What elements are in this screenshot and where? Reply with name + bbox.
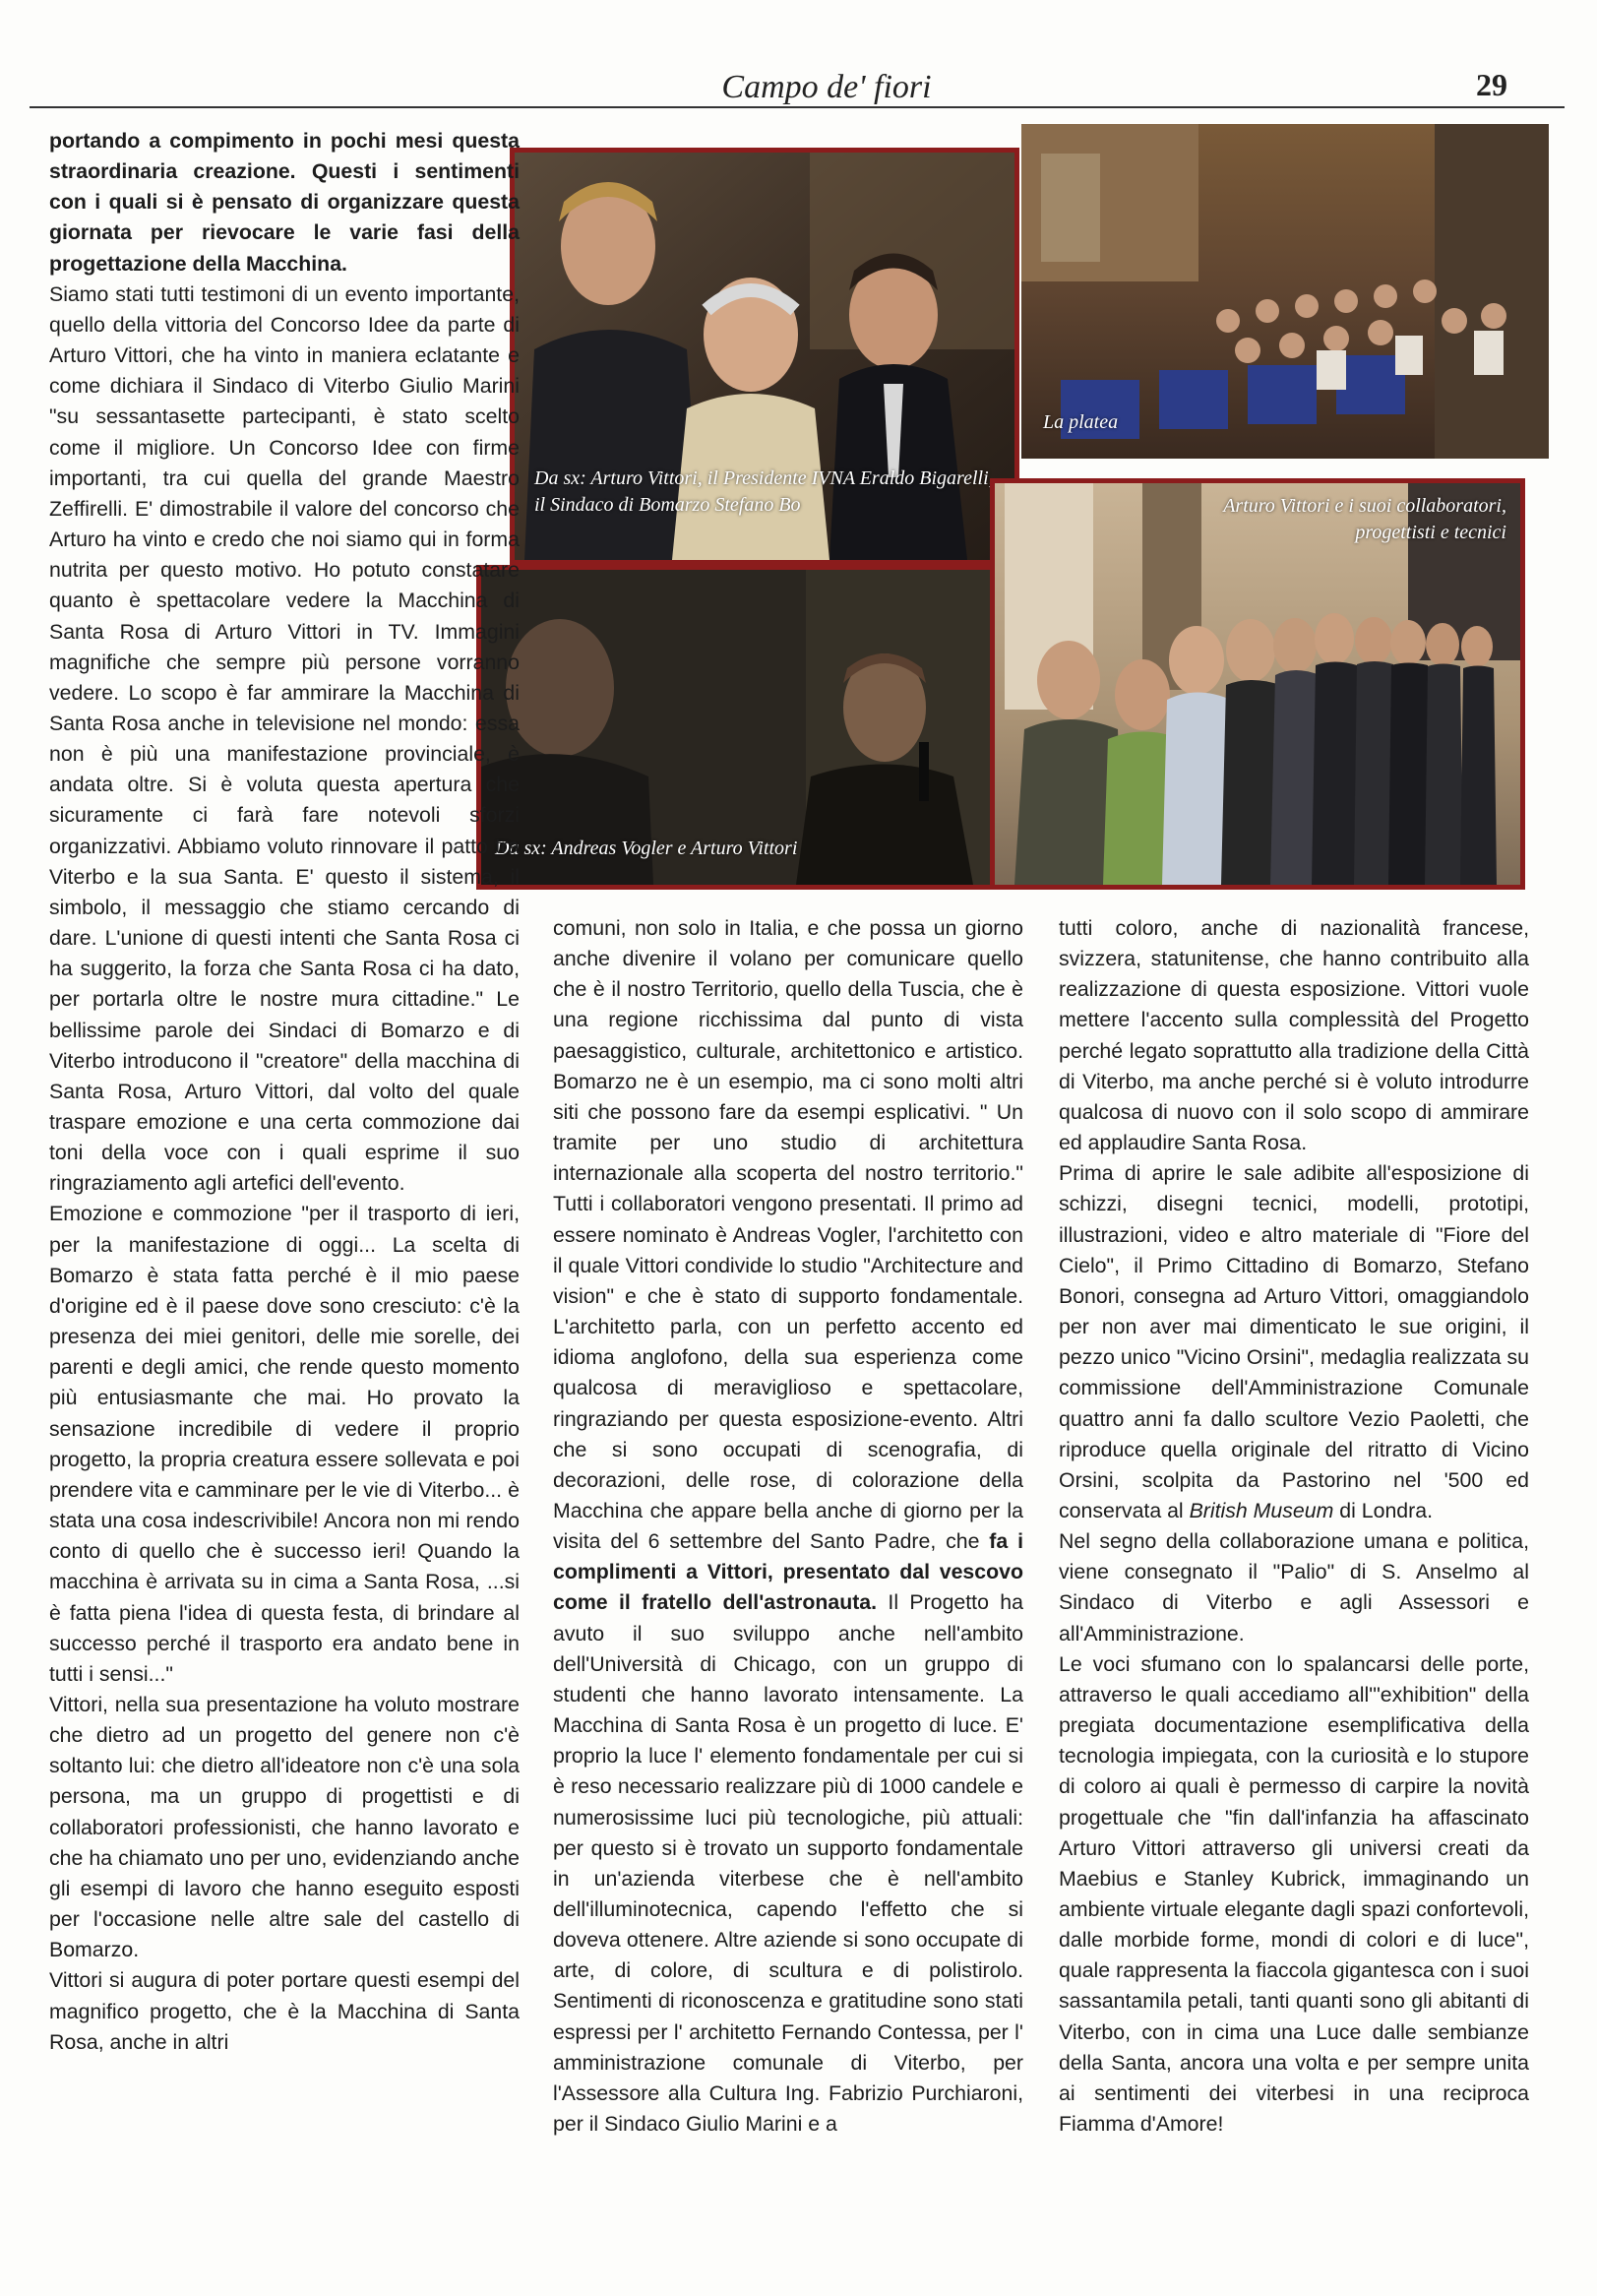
article-highlight: fa i complimenti a Vittori, presentato dal vescovo come il fratello dell'astronauta. (553, 1529, 1023, 1615)
page-number: 29 (1476, 67, 1507, 102)
photo-audience (1021, 124, 1549, 459)
article-paragraph: Le voci sfumano con lo spalancarsi delle porte, attraverso le quali accediamo all'"exhibition" della pregiata documentazione esemplificativa della tecnologia impiegata, con la curiosità e lo stupore di coloro ai quali è permesso di carpire la novità progettuale che "fin dall'infanzia ha affascinato Arturo Vittori attraverso gli universi creati da Maebius e Stanley Kubrick, immaginando un ambiente virtuale elegante dagli spazi confortevoli, dalle morbide forme, mondi di colori e di luce", quale rappresenta la fiaccola gigantesca con i suoi sassantamila petali, tanti quanti sono gli abitanti di Viterbo, con in cima una Luce dalle sembianze della Santa, ancora una volta e per sempre unita ai sentimenti dei viterbesi in una reciproca Fiamma d'Amore! (1059, 1651, 1529, 2137)
article-paragraph: Siamo stati tutti testimoni di un evento importante, quello della vittoria del Concorso Idee da parte di Arturo Vittori, che ha vinto in maniera eclatante e come dichiara il Sindaco di Viterbo Giulio Marini "su sessantasette partecipanti, è stato scelto come il migliore. Un Concorso Idee con firme importanti, tra cui quella del grande Maestro Zeffirelli. E' dimostrabile il valore del concorso che Arturo ha vinto e credo che noi siamo qui in forma nutrita per questo motivo. Ho potuto constatare quanto è spettacolare vedere la Macchina di Santa Rosa di Arturo Vittori in TV. Immagini magnifiche che sempre più persone vorranno vedere. Lo scopo è far ammirare la Macchina di Santa Rosa anche in televisione nel mondo: essa non è più una manifestazione provinciale, è andata oltre. Si è voluta questa apertura che sicuramente ci farà fare notevoli sforzi organizzativi. Abbiamo voluto rinnovare il patto tra Viterbo e la sua Santa. E' questo il sistema, il simbolo, il messaggio che stiamo cercando di dare. L'unione di questi intenti che Santa Rosa ci ha suggerito, la forza che Santa Rosa ci ha dato, per portarla oltre le nostre mura cittadine." Le bellissime parole dei Sindaci di Bomarzo e di Viterbo introducono il "creatore" della macchina di Santa Rosa, Arturo Vittori, dal volto del quale traspare emozione e una certa commozione dai toni della voce con i quali esprime il suo ringraziamento agli artefici dell'evento. (49, 281, 520, 1196)
article-column-middle (553, 913, 1023, 2140)
photo-team-caption: Arturo Vittori e i suoi collaboratori, progettisti e tecnici (1223, 495, 1506, 543)
article-italic: British Museum (1189, 1498, 1334, 1522)
article-paragraph: Emozione e commozione "per il trasporto di ieri, per la manifestazione di oggi... La scelta di Bomarzo è stata fatta perché è il mio paese d'origine ed è il paese dove sono cresciuto: c'è la presenza dei miei genitori, delle mie sorelle, dei parenti e degli amici, che rende questo momento più entusiasmante che mai. Ho provato la sensazione incredibile di vedere il proprio progetto, la propria creatura essere sollevata e poi prendere vita e camminare per le vie di Viterbo... è stata una cosa indescrivibile! Ancora non mi rendo conto di quello che è successo ieri! Quando la macchina è arrivata su in cima a Santa Rosa, ...si è fatta piena l'idea di questa festa, di brindare al successo perché il trasporto era andato bene in tutti i sensi..." (49, 1202, 520, 1686)
article-paragraph (553, 913, 1023, 2140)
article-paragraph: tutti coloro, anche di nazionalità francese, svizzera, statunitense, che hanno contribuito alla realizzazione di questa esposizione. Vittori vuole mettere l'accento sulla complessità del Progetto perché legato soprattutto alla tradizione della Città di Viterbo, ma anche perché si è voluto introdurre qualcosa di nuovo con il solo scopo di ammirare ed applaudire Santa Rosa. (1059, 916, 1529, 1155)
header-rule (30, 106, 1565, 108)
article-paragraph: Vittori, nella sua presentazione ha voluto mostrare che dietro ad un progetto del genere non c'è soltanto lui: che dietro all'ideatore non c'è una sola persona, ma un gruppo di progettisti e di collaboratori professionisti, che hanno lavorato e che ha chiamato uno per uno, evidenziando anche gli esempi di lavoro che hanno eseguito esposti per l'occasione nelle altre sale del castello di Bomarzo. (49, 1692, 520, 1962)
article-paragraph: Vittori si augura di poter portare questi esempi del magnifico progetto, che è la Macchina di Santa Rosa, anche in altri (49, 1968, 520, 2054)
article-paragraph: Nel segno della collaborazione umana e politica, viene consegnato il "Palio" di S. Anselmo al Sindaco di Viterbo e agli Assessori e all'Amministrazione. (1059, 1529, 1529, 1645)
magazine-title: Campo de' fiori (721, 69, 932, 105)
photo-guests (510, 148, 1019, 565)
article-text: Prima di aprire le sale adibite all'esposizione di schizzi, disegni tecnici, modelli, prototipi, illustrazioni, video e altro materiale di "Fiore del Cielo", il Primo Cittadino di Bomarzo, Stefano Bonori, consegna ad Arturo Vittori, omaggiandolo per non aver mai dimenticato le sue origini, il pezzo unico "Vicino Orsini", medaglia realizzata su commissione dell'Amministrazione Comunale quattro anni fa dallo scultore Vezio Paoletti, che riproduce quella originale del ritratto di Vicino Orsini, scolpita da Pastorino nel '500 ed conservata al (1059, 1161, 1529, 1522)
article-text: Il Progetto ha avuto il suo sviluppo anche nell'ambito dell'Università di Chicago, con un gruppo di studenti che hanno lavorato intensamente. La Macchina di Santa Rosa è un progetto di luce. E' proprio la luce l' elemento fondamentale per cui si è reso necessario realizzare più di 1000 candele e numerosissime luci più tecnologiche, più attuali: per questo si è trovato un supporto fondamentale in un'azienda viterbese che è nell'ambito dell'illuminotecnica, capendo l'effetto che si doveva ottenere. Altre aziende si sono occupate di arte, di colore, di scultura e di polistirolo. Sentimenti di riconoscenza e gratitudine sono stati espressi per l' architetto Fernando Contessa, per l' amministrazione comunale di Viterbo, per l'Assessore alla Cultura Ing. Fabrizio Purchiaroni, per il Sindaco Giulio Marini e a (553, 1590, 1023, 2137)
photo-speakers-caption: Da sx: Andreas Vogler e Arturo Vittori (495, 838, 798, 859)
article-column-left (49, 126, 520, 2058)
article-text: comuni, non solo in Italia, e che possa un giorno anche divenire il volano per comunicare quello che è il nostro Territorio, quello della Tuscia, che è una regione ricchissima dal punto di vista paesaggistico, culturale, architettonico e artistico. Bomarzo ne è un esempio, ma ci sono molti altri siti che possono fare da esempi esplicativi. " Un tramite per uno studio di architettura internazionale alla scoperta del nostro territorio." Tutti i collaboratori vengono presentati. Il primo ad essere nominato è Andreas Vogler, l'architetto con il quale Vittori condivide lo studio "Architecture and vision" e che è stato di supporto fondamentale. L'architetto parla, con un perfetto accento ed idioma anglofono, della sua esperienza come qualcosa di meraviglioso e spettacolare, ringraziando per questa esposizione-evento. Altri che si sono occupati di scenografia, di decorazioni, delle rose, di colorazione della Macchina che appare bella anche di giorno per la visita del 6 settembre del Santo Padre, che (553, 916, 1023, 1554)
photo-team (990, 478, 1525, 890)
article-text: di Londra. (1333, 1498, 1433, 1522)
photo-audience-caption: La platea (1043, 411, 1119, 433)
article-intro: portando a compimento in pochi mesi questa straordinaria creazione. Questi i sentimenti con i quali si è pensato di organizzare questa giornata per rievocare le varie fasi della progettazione della Macchina. (49, 129, 520, 276)
photo-audience-image (1021, 124, 1549, 459)
article-paragraph (1059, 1158, 1529, 1526)
article-column-right (1059, 913, 1529, 2140)
photo-speakers (476, 565, 1017, 890)
photo-guests-caption: Da sx: Arturo Vittori, il Presidente IVNA Eraldo Bigarelli, il Sindaco di Bomarzo Stefano Bo (534, 467, 994, 516)
